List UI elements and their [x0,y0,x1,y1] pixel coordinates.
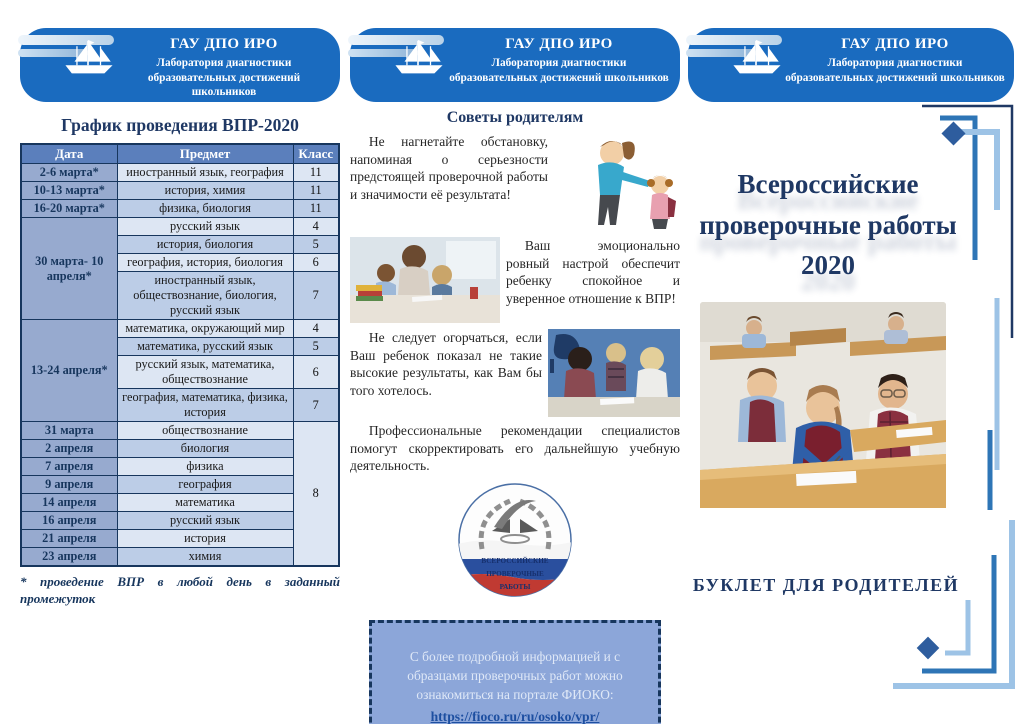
grade-cell: 11 [293,182,339,200]
date-cell: 14 апреля [21,494,117,512]
brand-header [688,28,1014,102]
table-row [21,182,339,200]
org-sub-line2: образовательных достижений школьников [147,71,301,99]
date-cell: 9 апреля [21,476,117,494]
advice-paragraph: Не следует огорчаться, если Ваш ребенок показал не такие высокие результаты, как Вам бы того хотелось. [350,330,542,398]
org-name: ГАУ ДПО ИРО [505,36,613,52]
ship-logo-icon [728,37,786,79]
brand-text [784,36,1006,85]
org-sub-line1: Лаборатория диагностики [827,57,963,69]
subject-cell: математика [117,494,293,512]
grade-cell: 7 [293,389,339,422]
date-cell: 30 марта- 10 апреля* [21,218,117,320]
subject-cell: русский язык, математика, обществознание [117,356,293,389]
brand-text [446,36,672,85]
grade-cell: 5 [293,338,339,356]
subject-cell: иностранный язык, география [117,164,293,182]
info-box [369,620,661,724]
subject-cell: география, математика, физика, история [117,389,293,422]
table-row [21,218,339,236]
org-sub-line1: Лаборатория диагностики [491,57,627,69]
date-cell: 13-24 апреля* [21,320,117,422]
grade-cell: 5 [293,236,339,254]
brand-header [20,28,340,102]
subject-cell: обществознание [117,422,293,440]
subject-cell: физика, биология [117,200,293,218]
info-box-text: С более подробной информацией и с образцами проверочных работ можно ознакомиться на портале ФИОКО: [407,648,623,702]
table-row [21,200,339,218]
subject-cell: химия [117,548,293,567]
subject-cell: история [117,530,293,548]
classroom-students-photo [700,302,946,513]
org-name: ГАУ ДПО ИРО [841,36,949,52]
scolding-parent-illustration [554,133,680,231]
col-header-date: Дата [21,144,117,164]
org-name: ГАУ ДПО ИРО [170,36,278,52]
grade-cell: 4 [293,218,339,236]
advice-title: Советы родителям [446,109,584,126]
subject-cell: математика, окружающий мир [117,320,293,338]
date-cell: 10-13 марта* [21,182,117,200]
grade-cell: 8 [293,422,339,567]
subject-cell: русский язык [117,512,293,530]
grade-cell: 6 [293,254,339,272]
emblem-line-2: ПРОВЕРОЧНЫЕ [486,569,544,578]
date-cell: 2-6 марта* [21,164,117,182]
vpr-emblem [452,479,578,610]
advice-block-3 [350,329,680,417]
table-row [21,164,339,182]
table-row [21,512,339,530]
subject-cell: физика [117,458,293,476]
ship-logo-icon [60,37,118,79]
org-sub-line2: образовательных достижений школьников [449,71,669,84]
subject-cell: русский язык [117,218,293,236]
advice-paragraph: Профессиональные рекомендации специалистов помогут скорректировать его дальнейшую учебную деятельность. [350,423,680,474]
subject-cell: география, история, биология [117,254,293,272]
date-cell: 2 апреля [21,440,117,458]
subject-cell: история, химия [117,182,293,200]
date-cell: 31 марта [21,422,117,440]
cover-title-line: проверочные работы [699,209,957,240]
panel-schedule [20,28,340,608]
advice-paragraph: Ваш эмоционально ровный настрой обеспечит ребенку спокойное и уверенное отношение к ВПР! [506,238,680,306]
panel-cover [688,28,1014,596]
date-cell: 16 апреля [21,512,117,530]
col-header-grade: Класс [293,144,339,164]
table-row [21,476,339,494]
emblem-line-3: РАБОТЫ [499,582,531,591]
subject-cell: биология [117,440,293,458]
advice-block-1 [350,133,680,231]
org-sub-line2: образовательных достижений школьников [785,71,1005,84]
ship-logo-icon [390,37,448,79]
table-row [21,548,339,567]
table-row [21,422,339,440]
grade-cell: 11 [293,200,339,218]
subject-cell: география [117,476,293,494]
date-cell: 16-20 марта* [21,200,117,218]
grade-cell: 6 [293,356,339,389]
table-row [21,494,339,512]
emblem-line-1: ВСЕРОССИЙСКИЕ [481,556,549,565]
subject-cell: математика, русский язык [117,338,293,356]
table-row [21,458,339,476]
cover-title [688,164,1014,286]
cover-caption: БУКЛЕТ ДЛЯ РОДИТЕЛЕЙ [692,574,960,595]
grade-cell: 4 [293,320,339,338]
subject-cell: история, биология [117,236,293,254]
date-cell: 7 апреля [21,458,117,476]
org-sub-line1: Лаборатория диагностики [156,57,292,69]
teacher-students-photo [548,329,680,417]
col-header-subject: Предмет [117,144,293,164]
brand-text [116,36,332,100]
table-row [21,440,339,458]
table-header-row [21,144,339,164]
brand-header [350,28,680,102]
cover-title-line: 2020 [801,250,855,280]
advice-paragraph: Не нагнетайте обстановку, напоминая о серьезности предстоящей проверочной работы и значимости её результата! [350,134,548,202]
subject-cell: иностранный язык, обществознание, биология, русский язык [117,272,293,320]
schedule-table [20,143,340,567]
cover-title-line: Всероссийские [737,169,919,199]
grade-cell: 11 [293,164,339,182]
advice-block-2 [350,237,680,323]
panel-advice [350,28,680,724]
fioco-link[interactable]: https://fioco.ru/ru/osoko/vpr/ [430,708,600,724]
table-row [21,320,339,338]
grade-cell: 7 [293,272,339,320]
table-row [21,530,339,548]
date-cell: 23 апреля [21,548,117,567]
family-homework-photo [350,237,500,323]
date-cell: 21 апреля [21,530,117,548]
schedule-footnote: * проведение ВПР в любой день в заданный промежуток [20,574,340,606]
schedule-title: График проведения ВПР-2020 [61,115,299,135]
